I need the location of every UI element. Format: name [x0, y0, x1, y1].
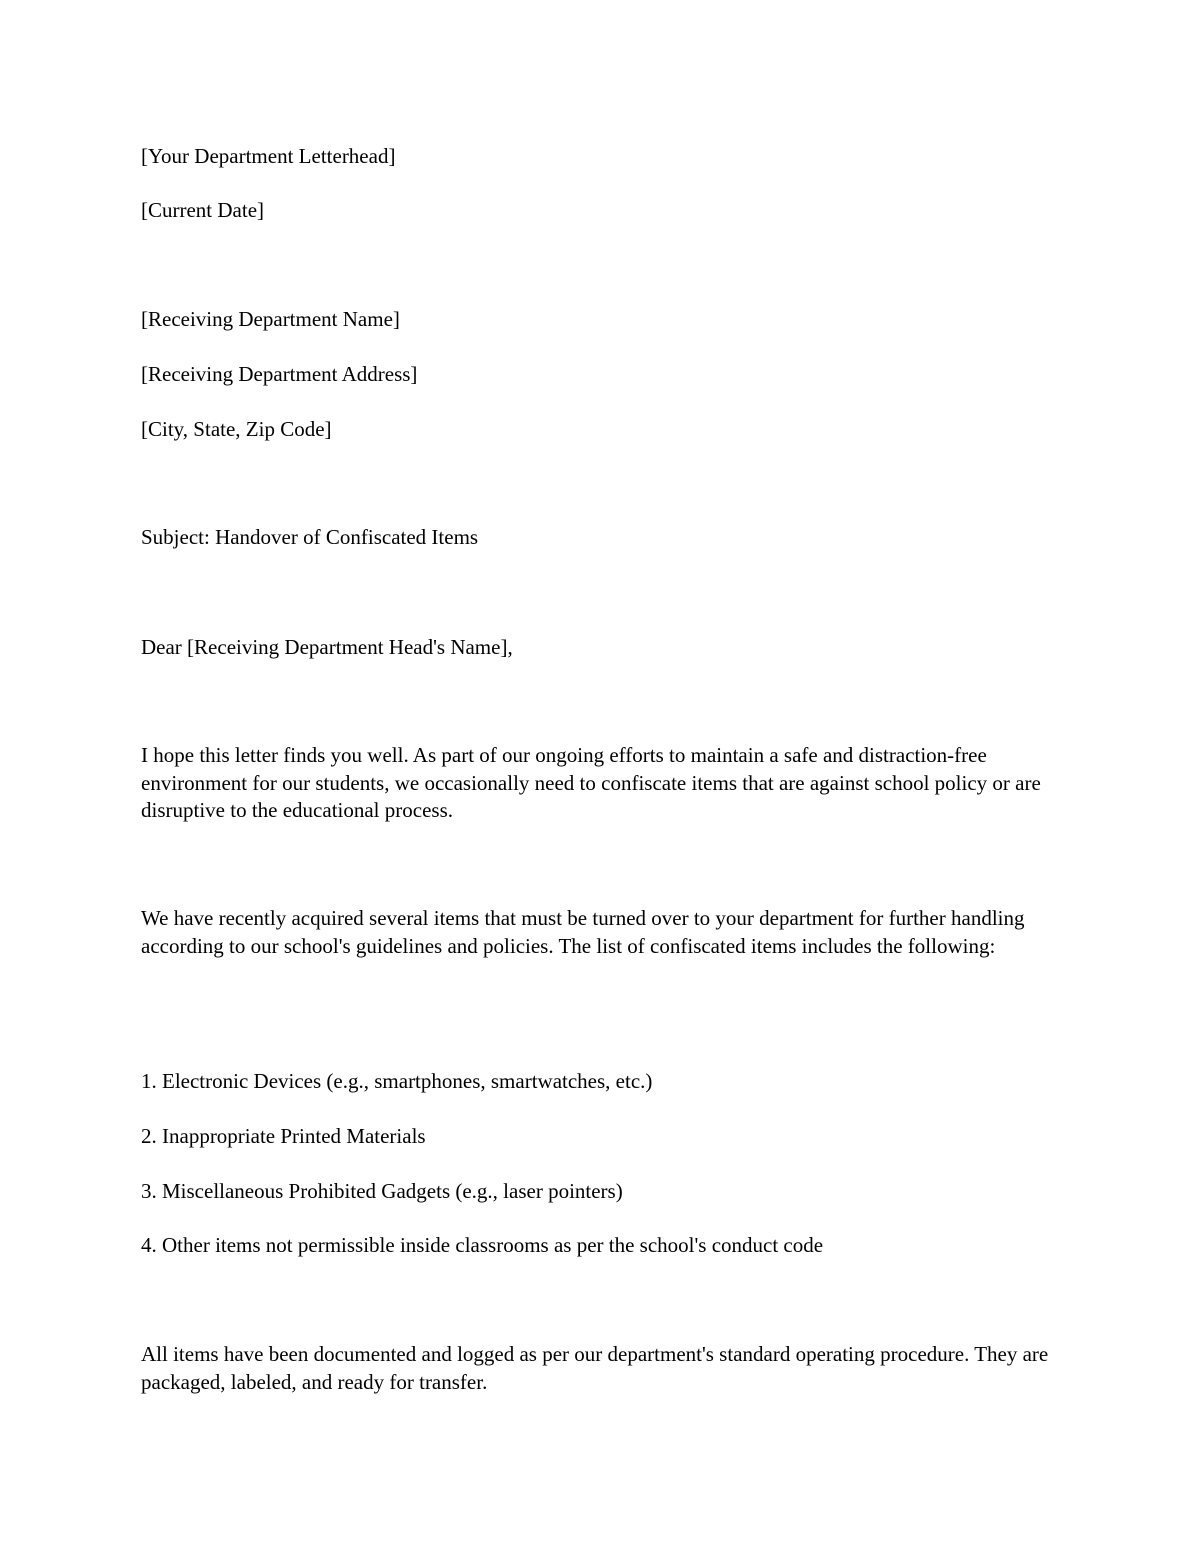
list-item: 3. Miscellaneous Prohibited Gadgets (e.g., laser pointers) — [141, 1179, 623, 1203]
body-paragraph-items-intro: We have recently acquired several items that must be turned over to your department for further handling according to our school's guidelines and policies. The list of confiscated items includes the following: — [141, 906, 1025, 958]
body-paragraph-intro: I hope this letter finds you well. As part of our ongoing efforts to maintain a safe and distraction-free environment for our students, we occasionally need to confiscate items that are against school policy or are disruptive to the educational process. — [141, 743, 1041, 822]
closing-paragraph: All items have been documented and logged as per our department's standard operating procedure. They are packaged, labeled, and ready for transfer. — [141, 1342, 1049, 1394]
letterhead: [Your Department Letterhead] — [141, 144, 396, 168]
recipient-city-state-zip: [City, State, Zip Code] — [141, 417, 332, 441]
list-item: 4. Other items not permissible inside classrooms as per the school's conduct code — [141, 1233, 824, 1257]
list-item: 2. Inappropriate Printed Materials — [141, 1124, 426, 1148]
current-date: [Current Date] — [141, 198, 265, 222]
recipient-name: [Receiving Department Name] — [141, 307, 400, 331]
recipient-address: [Receiving Department Address] — [141, 362, 418, 386]
list-item: 1. Electronic Devices (e.g., smartphones, smartwatches, etc.) — [141, 1069, 653, 1093]
salutation: Dear [Receiving Department Head's Name], — [141, 635, 513, 659]
subject-line: Subject: Handover of Confiscated Items — [141, 525, 479, 549]
